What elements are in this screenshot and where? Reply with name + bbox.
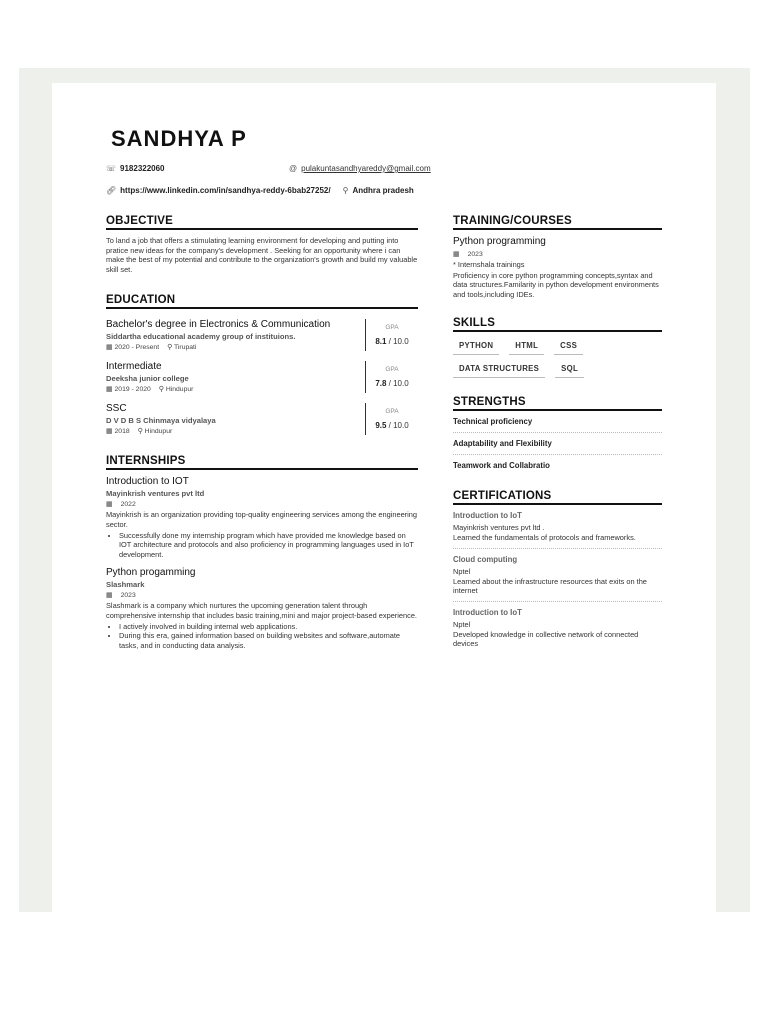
at-icon: @ [289, 164, 298, 173]
internship-bullet: • Successfully done my internship program which have provided me knowledge based on IOT architecture and protocols and also proficiency in programming languages used in IoT development. [119, 531, 418, 560]
gpa-label: GPA [385, 324, 399, 332]
skill-tag: HTML [509, 338, 544, 355]
calendar-icon: ▦ [106, 386, 113, 394]
internship-year: 2023 [120, 591, 136, 599]
gpa-max: / 10.0 [386, 421, 409, 431]
internship-desc: Slashmark is a company which nurtures the upcoming generation talent through comprehensive internship that includes basic training,mini and major project-based experience. [106, 601, 417, 620]
cert-name: Introduction to IoT [453, 608, 522, 618]
strengths-title: STRENGTHS [453, 396, 662, 411]
certification-item [453, 549, 662, 602]
skill-tag: SQL [555, 361, 584, 378]
gpa-max: / 10.0 [386, 379, 409, 389]
calendar-icon: ▦ [106, 592, 113, 600]
strength-item: Teamwork and Collabratio [453, 461, 550, 471]
internship-bullet: • I actively involved in building internal web applications. [119, 622, 418, 632]
pin-icon: ⚲ [137, 428, 143, 436]
gpa-box [365, 403, 418, 435]
calendar-icon: ▦ [106, 428, 113, 436]
right-column [453, 215, 662, 655]
skills-title: SKILLS [453, 317, 662, 332]
skill-tag: PYTHON [453, 338, 499, 355]
linkedin-link[interactable]: https://www.linkedin.com/in/sandhya-reddy-6bab27252/ [120, 186, 331, 195]
calendar-icon: ▦ [453, 251, 460, 258]
education-item [106, 403, 418, 435]
gpa-value: 9.5 [375, 421, 387, 431]
training-item [453, 236, 662, 299]
phone-icon: ☏ [106, 164, 117, 173]
certifications-title: CERTIFICATIONS [453, 490, 662, 505]
calendar-icon: ▦ [106, 501, 113, 509]
degree: Bachelor's degree in Electronics & Communication [106, 319, 331, 331]
link-icon: 🔗︎ [106, 186, 117, 195]
internship-role: Introduction to IOT [106, 476, 189, 488]
certification-item [453, 505, 662, 549]
edu-dates: 2019 - 2020 [114, 386, 151, 394]
course-year: 2023 [467, 250, 483, 258]
internship-company: Slashmark [106, 580, 145, 590]
strength-item: Technical proficiency [453, 411, 662, 433]
education-item [106, 319, 418, 351]
edu-dates: 2020 - Present [114, 344, 160, 352]
phone-number[interactable]: 9182322060 [120, 164, 165, 173]
certifications-list [453, 505, 662, 654]
edu-place: Hindupur [165, 386, 194, 394]
course-name: Python programming [453, 236, 546, 247]
pin-icon: ⚲ [167, 344, 173, 352]
internship-role: Python progamming [106, 567, 196, 579]
gpa-value: 7.8 [375, 379, 387, 389]
location-text: Andhra pradesh [352, 186, 414, 195]
skill-tag: CSS [554, 338, 583, 355]
internship-bullet: • During this era, gained information based on building websites and software,automate tasks, and in conducting data analysis. [119, 631, 418, 650]
pin-icon: ⚲ [342, 186, 349, 195]
cert-text: Mayinkrish ventures pvt ltd . Learned the fundamentals of protocols and frameworks. [453, 523, 636, 542]
gpa-value: 8.1 [375, 337, 387, 347]
email-row [289, 164, 431, 173]
gpa-label: GPA [385, 408, 399, 416]
school: Deeksha junior college [106, 374, 189, 384]
pin-icon: ⚲ [158, 386, 164, 394]
left-column [106, 215, 418, 650]
degree: Intermediate [106, 361, 162, 373]
internship-desc: Mayinkrish is an organization providing top-quality engineering services among the engineering sector. [106, 510, 417, 529]
education-title: EDUCATION [106, 294, 418, 309]
certification-item [453, 602, 662, 654]
phone-row [106, 164, 165, 173]
internship-item [106, 476, 418, 559]
school: D V D B S Chinmaya vidyalaya [106, 416, 216, 426]
strength-item: Adaptability and Flexibility [453, 433, 662, 455]
cert-text: Nptel Developed knowledge in collective network of connected devices [453, 620, 639, 649]
skills-list [453, 338, 662, 378]
gpa-max: / 10.0 [386, 337, 409, 347]
cert-text: Nptel Learned about the infrastructure resources that exits on the internet [453, 567, 647, 595]
email-link[interactable]: pulakuntasandhyareddy@gmail.com [301, 164, 431, 173]
course-text: Proficiency in core python programming concepts,syntax and data structures.Familarity in python development environments and tools,including IDEs. [453, 270, 659, 299]
edu-place: Tirupati [174, 344, 197, 352]
strengths-list [453, 411, 662, 476]
internship-company: Mayinkrish ventures pvt ltd [106, 489, 205, 499]
linkedin-row [106, 186, 414, 195]
calendar-icon: ▦ [106, 344, 113, 352]
degree: SSC [106, 403, 127, 415]
education-item [106, 361, 418, 393]
cert-name: Cloud computing [453, 555, 518, 565]
training-title: TRAINING/COURSES [453, 215, 662, 230]
objective-text: To land a job that offers a stimulating learning environment for developing and putting into pratice new ideas for the company's development . Seeking for an opportunity where i can make the best of my potential and contribute to the organization's growth and build my valuable skill set. [106, 236, 418, 274]
edu-place: Hindupur [144, 428, 173, 436]
skill-tag: DATA STRUCTURES [453, 361, 545, 378]
internships-title: INTERNSHIPS [106, 455, 418, 470]
course-provider: * Internshala trainings [453, 260, 525, 269]
cert-name: Introduction to IoT [453, 511, 522, 521]
gpa-box [365, 319, 418, 351]
candidate-name: SANDHYA P [111, 126, 247, 151]
gpa-label: GPA [385, 366, 399, 374]
internship-year: 2022 [120, 500, 136, 508]
gpa-box [365, 361, 418, 393]
edu-dates: 2018 [114, 428, 130, 436]
objective-title: OBJECTIVE [106, 215, 418, 230]
internship-item [106, 567, 418, 650]
school: Siddartha educational academy group of instituions. [106, 332, 296, 342]
